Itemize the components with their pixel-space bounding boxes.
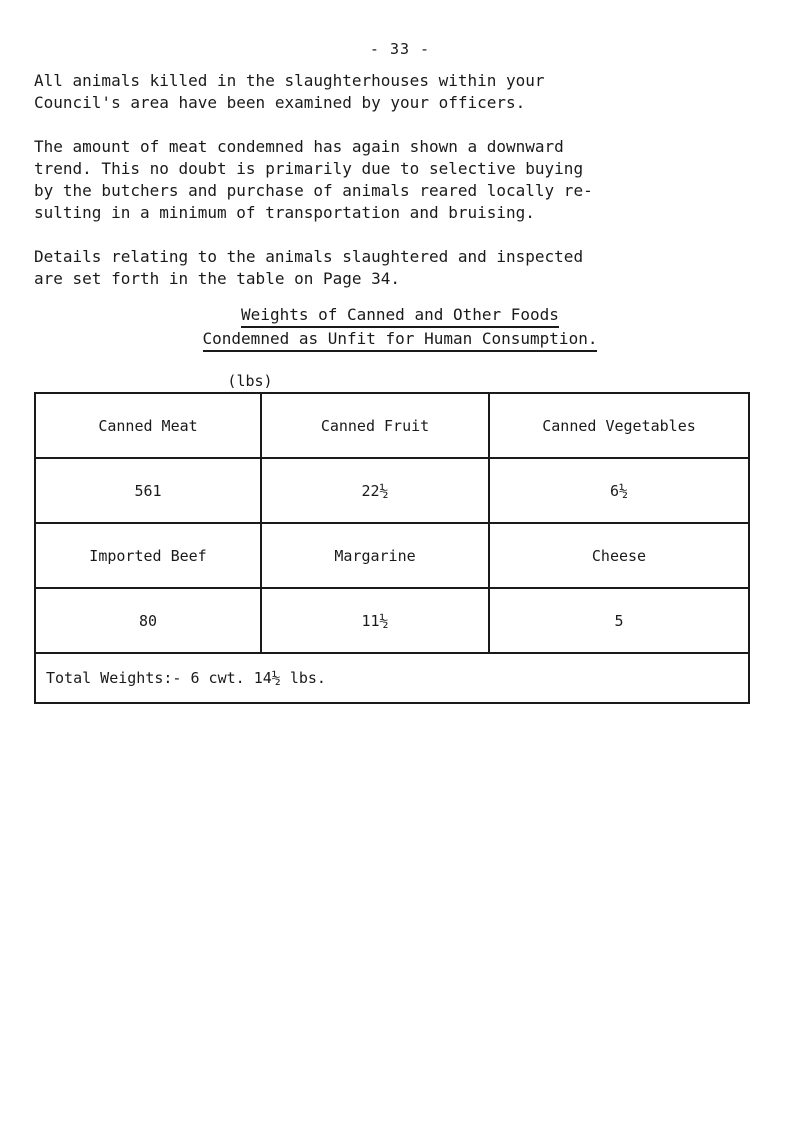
table-cell: Margarine — [261, 523, 489, 588]
table-row — [35, 393, 749, 458]
section-heading-text-2: Condemned as Unfit for Human Consumption. — [203, 328, 598, 352]
table-cell: 6½ — [489, 458, 749, 523]
paragraph-meat-condemned: The amount of meat condemned has again shown a downward trend. This no doubt is primarily due to selective buying by the butchers and purchase of animals reared locally re- sulting in a minimum of transportation and bruising. — [34, 137, 593, 222]
table-cell: Canned Fruit — [261, 393, 489, 458]
table-row — [35, 588, 749, 653]
table-cell: 11½ — [261, 588, 489, 653]
section-heading-line-2 — [0, 328, 800, 352]
table-cell: Canned Meat — [35, 393, 261, 458]
table-row — [35, 458, 749, 523]
table-cell: Cheese — [489, 523, 749, 588]
table-cell: Canned Vegetables — [489, 393, 749, 458]
table-cell: 22½ — [261, 458, 489, 523]
total-weights: Total Weights:- 6 cwt. 14½ lbs. — [35, 653, 749, 703]
page-number: - 33 - — [369, 40, 431, 58]
section-heading-text-1: Weights of Canned and Other Foods — [241, 304, 559, 328]
table-cell: 561 — [35, 458, 261, 523]
paragraph-details: Details relating to the animals slaughtered and inspected are set forth in the table on Page 34. — [34, 247, 584, 288]
section-heading-line-1 — [0, 304, 800, 328]
table-total-row — [35, 653, 749, 703]
table-row — [35, 523, 749, 588]
paragraph-slaughterhouses: All animals killed in the slaughterhouses within your Council's area have been examined by your officers. — [34, 71, 545, 112]
table-cell: 80 — [35, 588, 261, 653]
table-cell: Imported Beef — [35, 523, 261, 588]
condemned-foods-table — [34, 392, 750, 704]
table-units: (lbs) — [227, 372, 273, 390]
table-cell: 5 — [489, 588, 749, 653]
